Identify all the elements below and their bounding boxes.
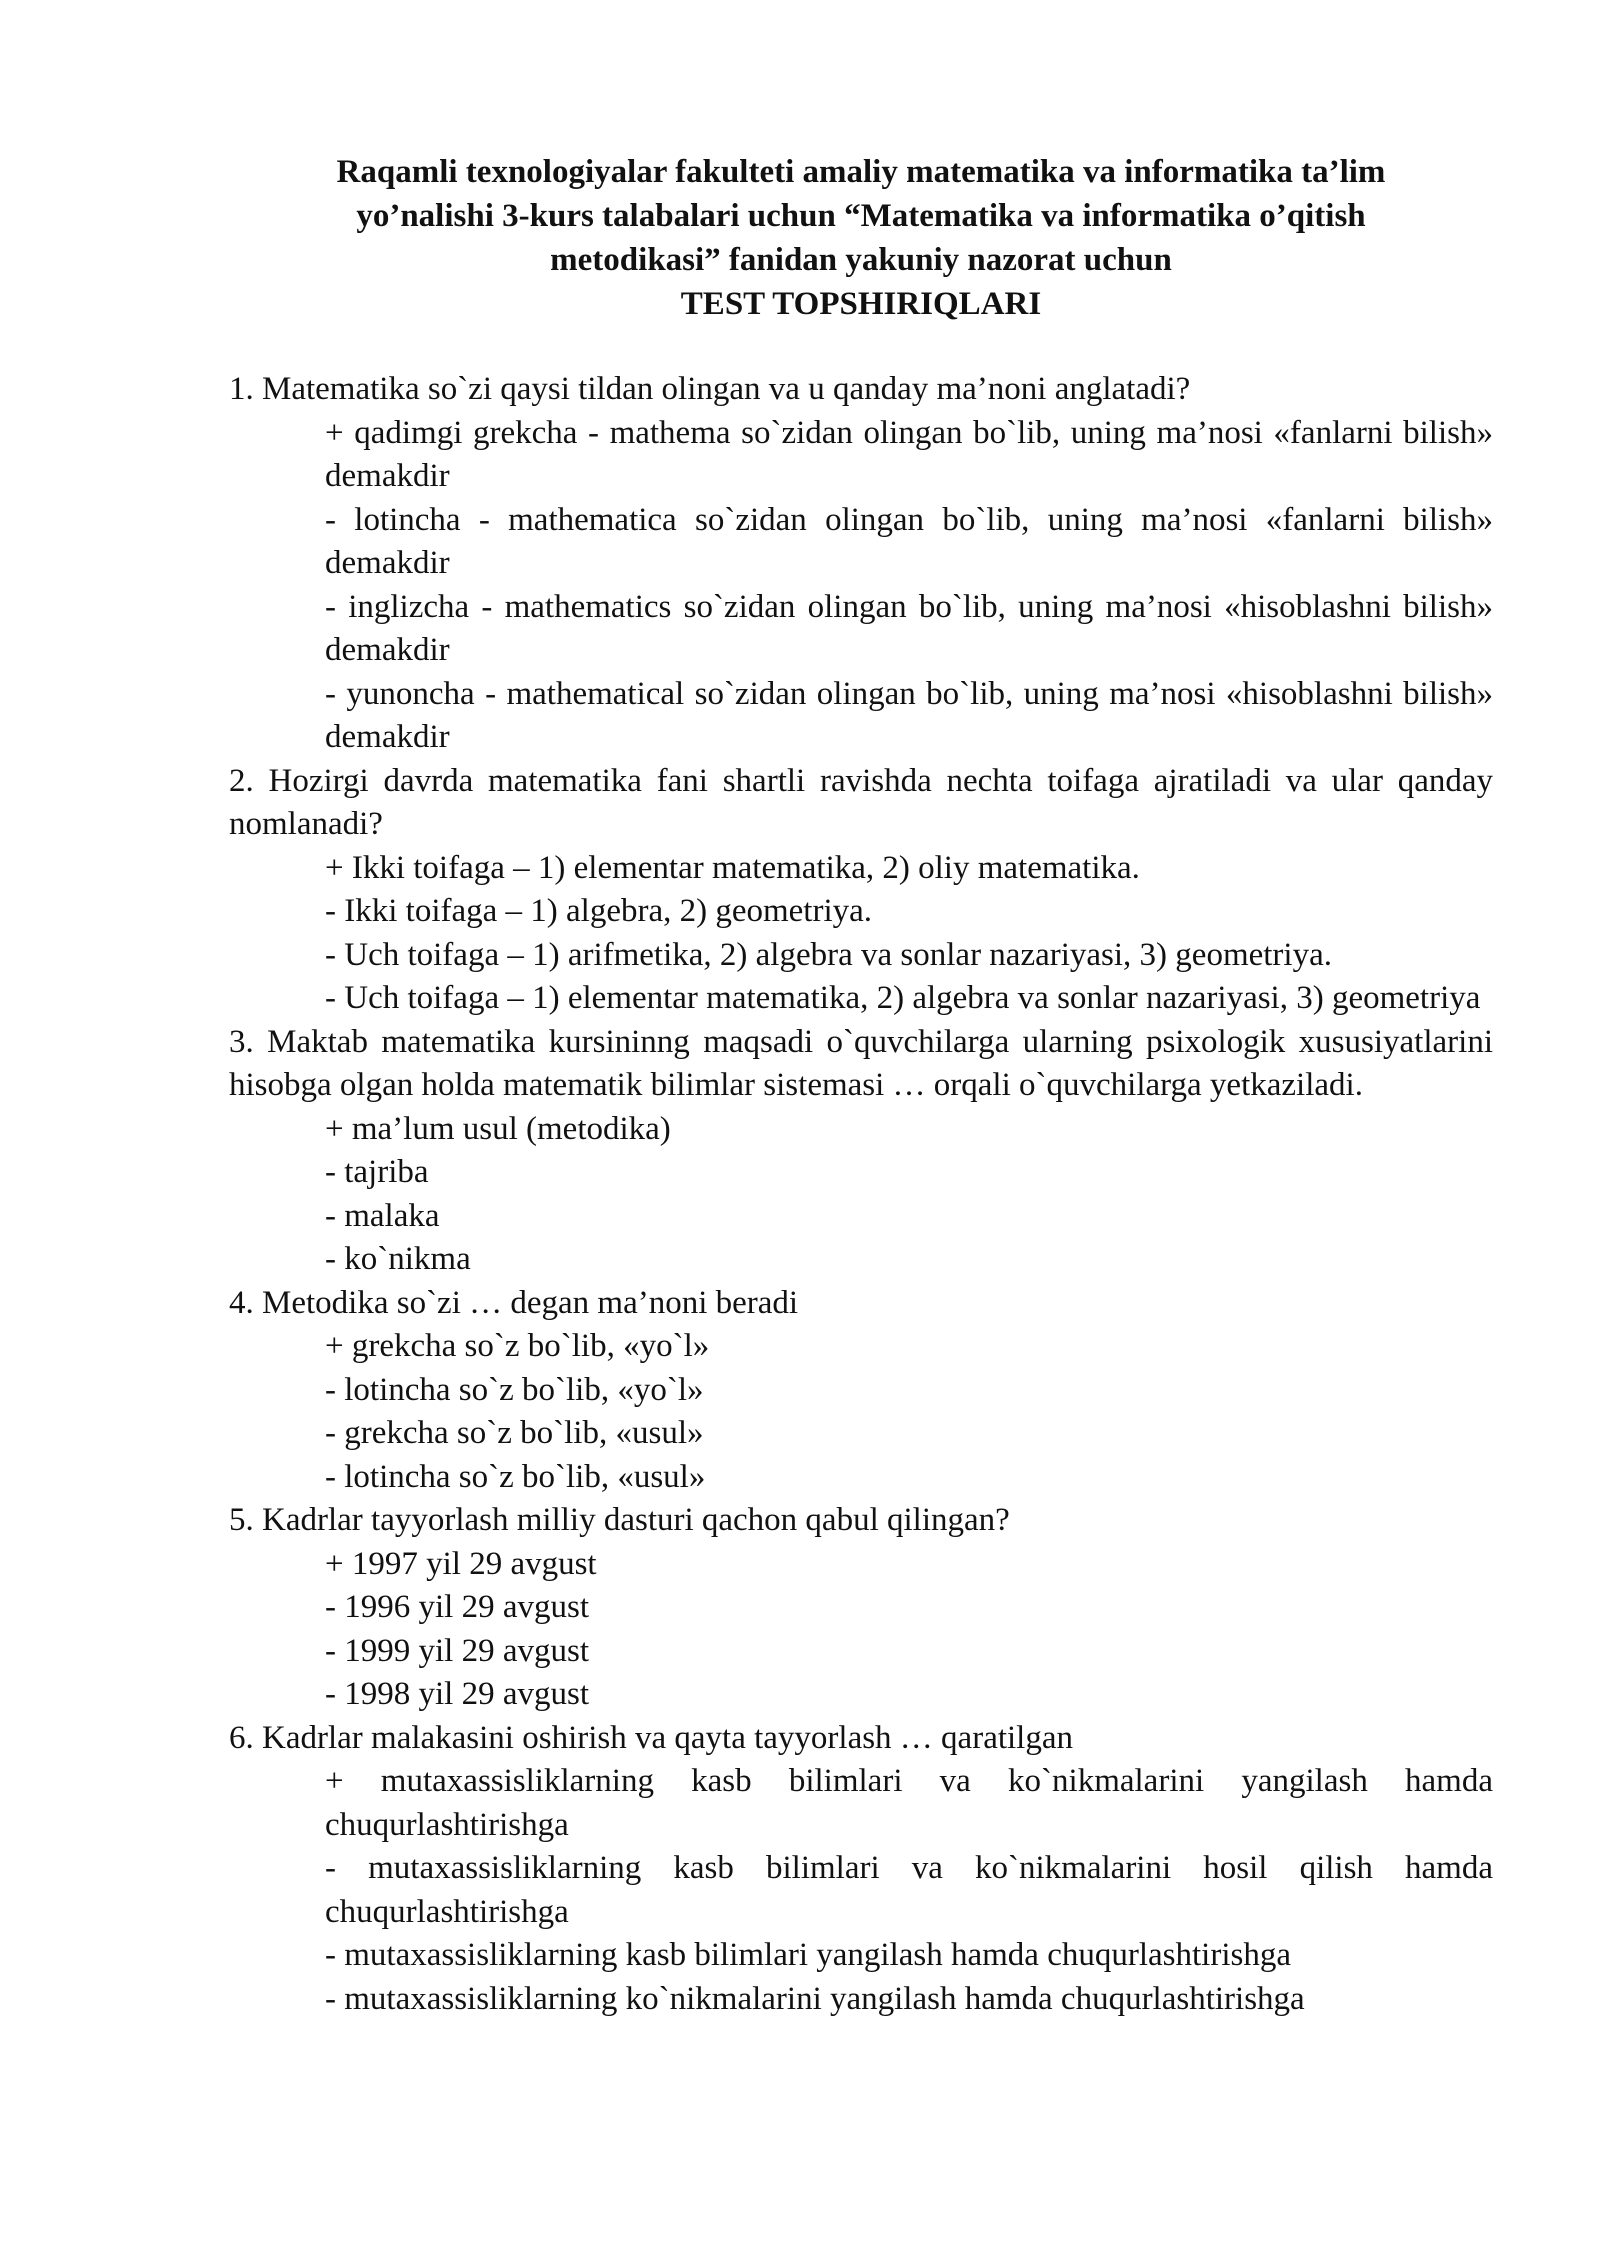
answer-options <box>229 1108 1493 1282</box>
question-text: 4. Metodika so`zi … degan ma’noni beradi <box>229 1284 799 1321</box>
question-text: 5. Kadrlar tayyorlash milliy dasturi qachon qabul qilingan? <box>229 1502 1010 1538</box>
question-text: 2. Hozirgi davrda matematika fani shartli ravishda nechta toifaga ajratiladi va ular qanday nomlanadi? <box>229 762 1493 842</box>
answer-option: - inglizcha - mathematics so`zidan olingan bo`lib, uning ma’nosi «hisoblashni bilish» demakdir <box>325 588 1493 668</box>
answer-option: + 1997 yil 29 avgust <box>325 1545 597 1582</box>
document-page <box>229 150 1493 2021</box>
answer-option: - Uch toifaga – 1) arifmetika, 2) algebra va sonlar nazariyasi, 3) geometriya. <box>325 936 1332 973</box>
answer-option: - lotincha so`z bo`lib, «usul» <box>325 1458 706 1495</box>
title-line-3: metodikasi” fanidan yakuniy nazorat uchun <box>550 242 1172 278</box>
answer-option: + Ikki toifaga – 1) elementar matematika, 2) oliy matematika. <box>325 849 1140 886</box>
answer-option: - ko`nikma <box>325 1241 471 1277</box>
title-line-4: TEST TOPSHIRIQLARI <box>680 286 1042 322</box>
answer-option: - 1996 yil 29 avgust <box>325 1589 589 1625</box>
question-text: 3. Maktab matematika kursininng maqsadi o`quvchilarga ularning psixologik xususiyatlarini hisobga olgan holda matematik bilimlar sistemasi … orqali o`quvchilarga yetkaziladi. <box>229 1023 1493 1103</box>
answer-option: - yunoncha - mathematical so`zidan olingan bo`lib, uning ma’nosi «hisoblashni bilish» demakdir <box>325 675 1493 755</box>
document-title <box>229 150 1493 326</box>
answer-option: - Ikki toifaga – 1) algebra, 2) geometriya. <box>325 893 873 929</box>
answer-options <box>229 847 1493 1021</box>
question-1 <box>229 368 1493 760</box>
question-text: 1. Matematika so`zi qaysi tildan olingan va u qanday ma’noni anglatadi? <box>229 371 1191 407</box>
answer-option: - mutaxassisliklarning ko`nikmalarini yangilash hamda chuqurlashtirishga <box>325 1980 1305 2017</box>
answer-option: + ma’lum usul (metodika) <box>325 1110 671 1147</box>
question-4 <box>229 1282 1493 1500</box>
answer-option: - lotincha so`z bo`lib, «yo`l» <box>325 1371 704 1408</box>
title-line-1: Raqamli texnologiyalar fakulteti amaliy matematika va informatika ta’lim <box>336 154 1386 190</box>
answer-option: - 1998 yil 29 avgust <box>325 1676 589 1712</box>
answer-option: - grekcha so`z bo`lib, «usul» <box>325 1415 704 1451</box>
answer-option: + qadimgi grekcha - mathema so`zidan olingan bo`lib, uning ma’nosi «fanlarni bilish» demakdir <box>325 414 1493 494</box>
answer-options <box>229 1760 1493 2021</box>
answer-options <box>229 1543 1493 1717</box>
answer-options <box>229 412 1493 760</box>
question-3 <box>229 1021 1493 1282</box>
answer-option: + mutaxassisliklarning kasb bilimlari va ko`nikmalarini yangilash hamda chuqurlashtirishga <box>325 1763 1493 1843</box>
answer-option: - 1999 yil 29 avgust <box>325 1632 589 1669</box>
answer-option: - tajriba <box>325 1154 429 1190</box>
answer-option: - lotincha - mathematica so`zidan olingan bo`lib, uning ma’nosi «fanlarni bilish» demakdir <box>325 501 1493 581</box>
answer-option: - mutaxassisliklarning kasb bilimlari va ko`nikmalarini hosil qilish hamda chuqurlashtirishga <box>325 1850 1493 1930</box>
answer-option: - Uch toifaga – 1) elementar matematika, 2) algebra va sonlar nazariyasi, 3) geometriya <box>325 980 1481 1016</box>
question-6 <box>229 1717 1493 2022</box>
question-5 <box>229 1499 1493 1717</box>
title-line-2: yo’nalishi 3-kurs talabalari uchun “Matematika va informatika o’qitish <box>356 198 1366 234</box>
answer-options <box>229 1325 1493 1499</box>
answer-option: - malaka <box>325 1197 440 1234</box>
question-text: 6. Kadrlar malakasini oshirish va qayta tayyorlash … qaratilgan <box>229 1719 1073 1756</box>
answer-option: - mutaxassisliklarning kasb bilimlari yangilash hamda chuqurlashtirishga <box>325 1937 1291 1973</box>
question-2 <box>229 760 1493 1021</box>
answer-option: + grekcha so`z bo`lib, «yo`l» <box>325 1328 710 1364</box>
